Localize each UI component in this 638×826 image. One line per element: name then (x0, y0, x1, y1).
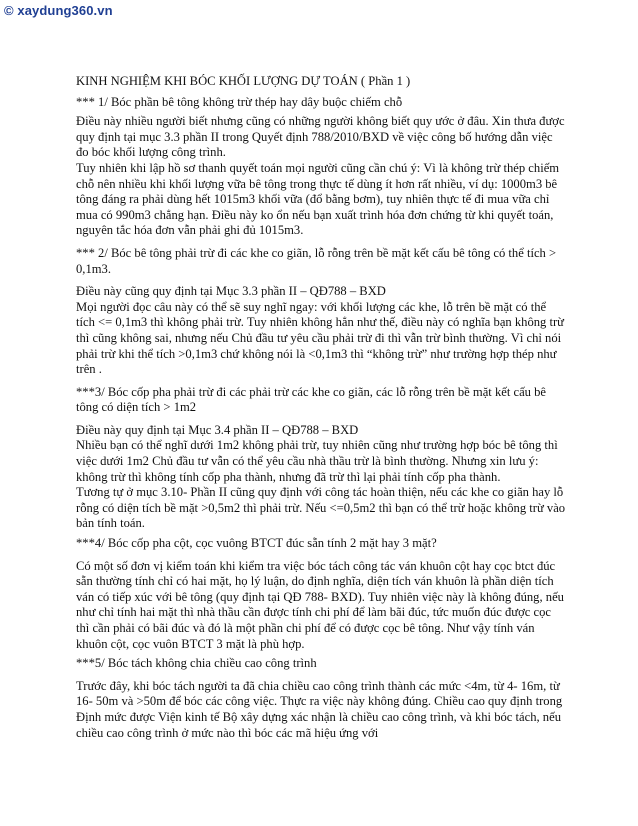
watermark-logo: © xaydung360.vn (4, 3, 113, 18)
paragraph: Điều này quy định tại Mục 3.4 phần II – QĐ788 – BXD (76, 422, 359, 437)
paragraph: Mọi người đọc câu này có thể sẽ suy nghĩ ngay: với khối lượng các khe, lỗ trên bề mặt có thể tích <= 0,1m3 thì không phải trừ. Tuy nhiên không hẳn như thế, điều này có nghĩa bạn không trừ thì cũng không sai, nhưng nếu Chủ đầu tư yêu cầu phải trừ đi thì vẫn trừ bình thường. Vì chỉ nói phải trừ khi thể tích >0,1m3 chứ không nói là <0,1m3 thì “không trừ” như trường hợp thép như trên . (76, 299, 565, 377)
section-4-heading: ***4/ Bóc cốp pha cột, cọc vuông BTCT đúc sẵn tính 2 mặt hay 3 mặt? (76, 536, 437, 551)
section-2-heading: *** 2/ Bóc bê tông phải trừ đi các khe co giãn, lỗ rỗng trên bề mặt kết cấu bê tông có thể tích > 0,1m3. (76, 245, 557, 276)
paragraph: Tuy nhiên khi lập hồ sơ thanh quyết toán mọi người cũng cần chú ý: Vì là không trừ thép chiếm chỗ nên nhiều khi khối lượng vữa bê tông trong thực tế dùng ít hơn rất nhiều, ví dụ: 1000m3 bê tông đáng ra phải dùng hết 1015m3 khối vữa (đổ bằng bơm), tuy nhiên thực tế đi mua vữa chỉ mua có 990m3 chẳng hạn. Điều này ko ổn nếu bạn xuất trình hóa đơn chứng từ khi quyết toán, nguyên tắc hóa đơn vẫn phải ghi đủ 1015m3. (76, 160, 560, 238)
paragraph: Trước đây, khi bóc tách người ta đã chia chiều cao công trình thành các mức <4m, từ 4- 16m, từ 16- 50m và >50m để bóc các công việc. Thực ra việc này không đúng. Chiều cao quy định trong Định mức được Viện kinh tế Bộ xây dựng xác nhận là chiều cao công trình, và khi bóc tách, nếu chiều cao công trình ở mức nào thì bóc các mã hiệu ứng với (76, 678, 563, 740)
document-body (76, 74, 566, 741)
section-1-heading: *** 1/ Bóc phần bê tông không trừ thép hay dây buộc chiếm chỗ (76, 94, 403, 109)
paragraph: Điều này cũng quy định tại Mục 3.3 phần II – QĐ788 – BXD (76, 284, 386, 299)
paragraph: Điều này nhiều người biết nhưng cũng có những người không biết quy ước ở đâu. Xin thưa được quy định tại mục 3.3 phần II trong Quyết định 788/2010/BXD về việc công bố hướng dẫn việc đo bóc khối lượng công trình. (76, 114, 565, 160)
paragraph: Có một số đơn vị kiểm toán khi kiểm tra việc bóc tách công tác ván khuôn cột hay cọc btct đúc sẵn thường tính chỉ có hai mặt, họ lý luận, do định nghĩa, diện tích ván khuôn là phần diện tích ván có tiếp xúc với bê tông (quy định tại QĐ 788- BXD). Tuy nhiên việc này là không đúng, nếu như chỉ tính hai mặt thì nhà thầu cần được tính chi phí để làm bãi đúc, tức muốn đúc được cọc thì cần phải có bãi đúc và đó là một phần chi phí để có được cọc bê tông. Như vậy tính ván khuôn cột, cọc vuôn BTCT 3 mặt là phù hợp. (76, 558, 564, 651)
section-5-heading: ***5/ Bóc tách không chia chiều cao công trình (76, 656, 317, 671)
section-3-heading: ***3/ Bóc cốp pha phải trừ đi các phải trừ các khe co giãn, các lỗ rỗng trên bề mặt kết cấu bê tông có diện tích > 1m2 (76, 384, 546, 415)
paragraph: Nhiều bạn có thể nghĩ dưới 1m2 không phải trừ, tuy nhiên cũng như trường hợp bóc bê tông thì việc dưới 1m2 Chủ đầu tư vẫn có thể yêu cầu nhà thầu trừ là bình thường. Nhưng xin lưu ý: không trừ thì không tính cốp pha thành, nhưng đã trừ thì lại phải tính cốp pha thành. (76, 438, 558, 484)
document-title: KINH NGHIỆM KHI BÓC KHỐI LƯỢNG DỰ TOÁN ( Phần 1 ) (76, 74, 411, 88)
paragraph: Tương tự ở mục 3.10- Phần II cũng quy định với công tác hoàn thiện, nếu các khe co giãn hay lỗ rỗng có diện tích bề mặt >0,5m2 thì phải trừ. Nếu <=0,5m2 thì bạn có thể trừ hoặc không trừ vào bản tính toán. (76, 485, 566, 531)
